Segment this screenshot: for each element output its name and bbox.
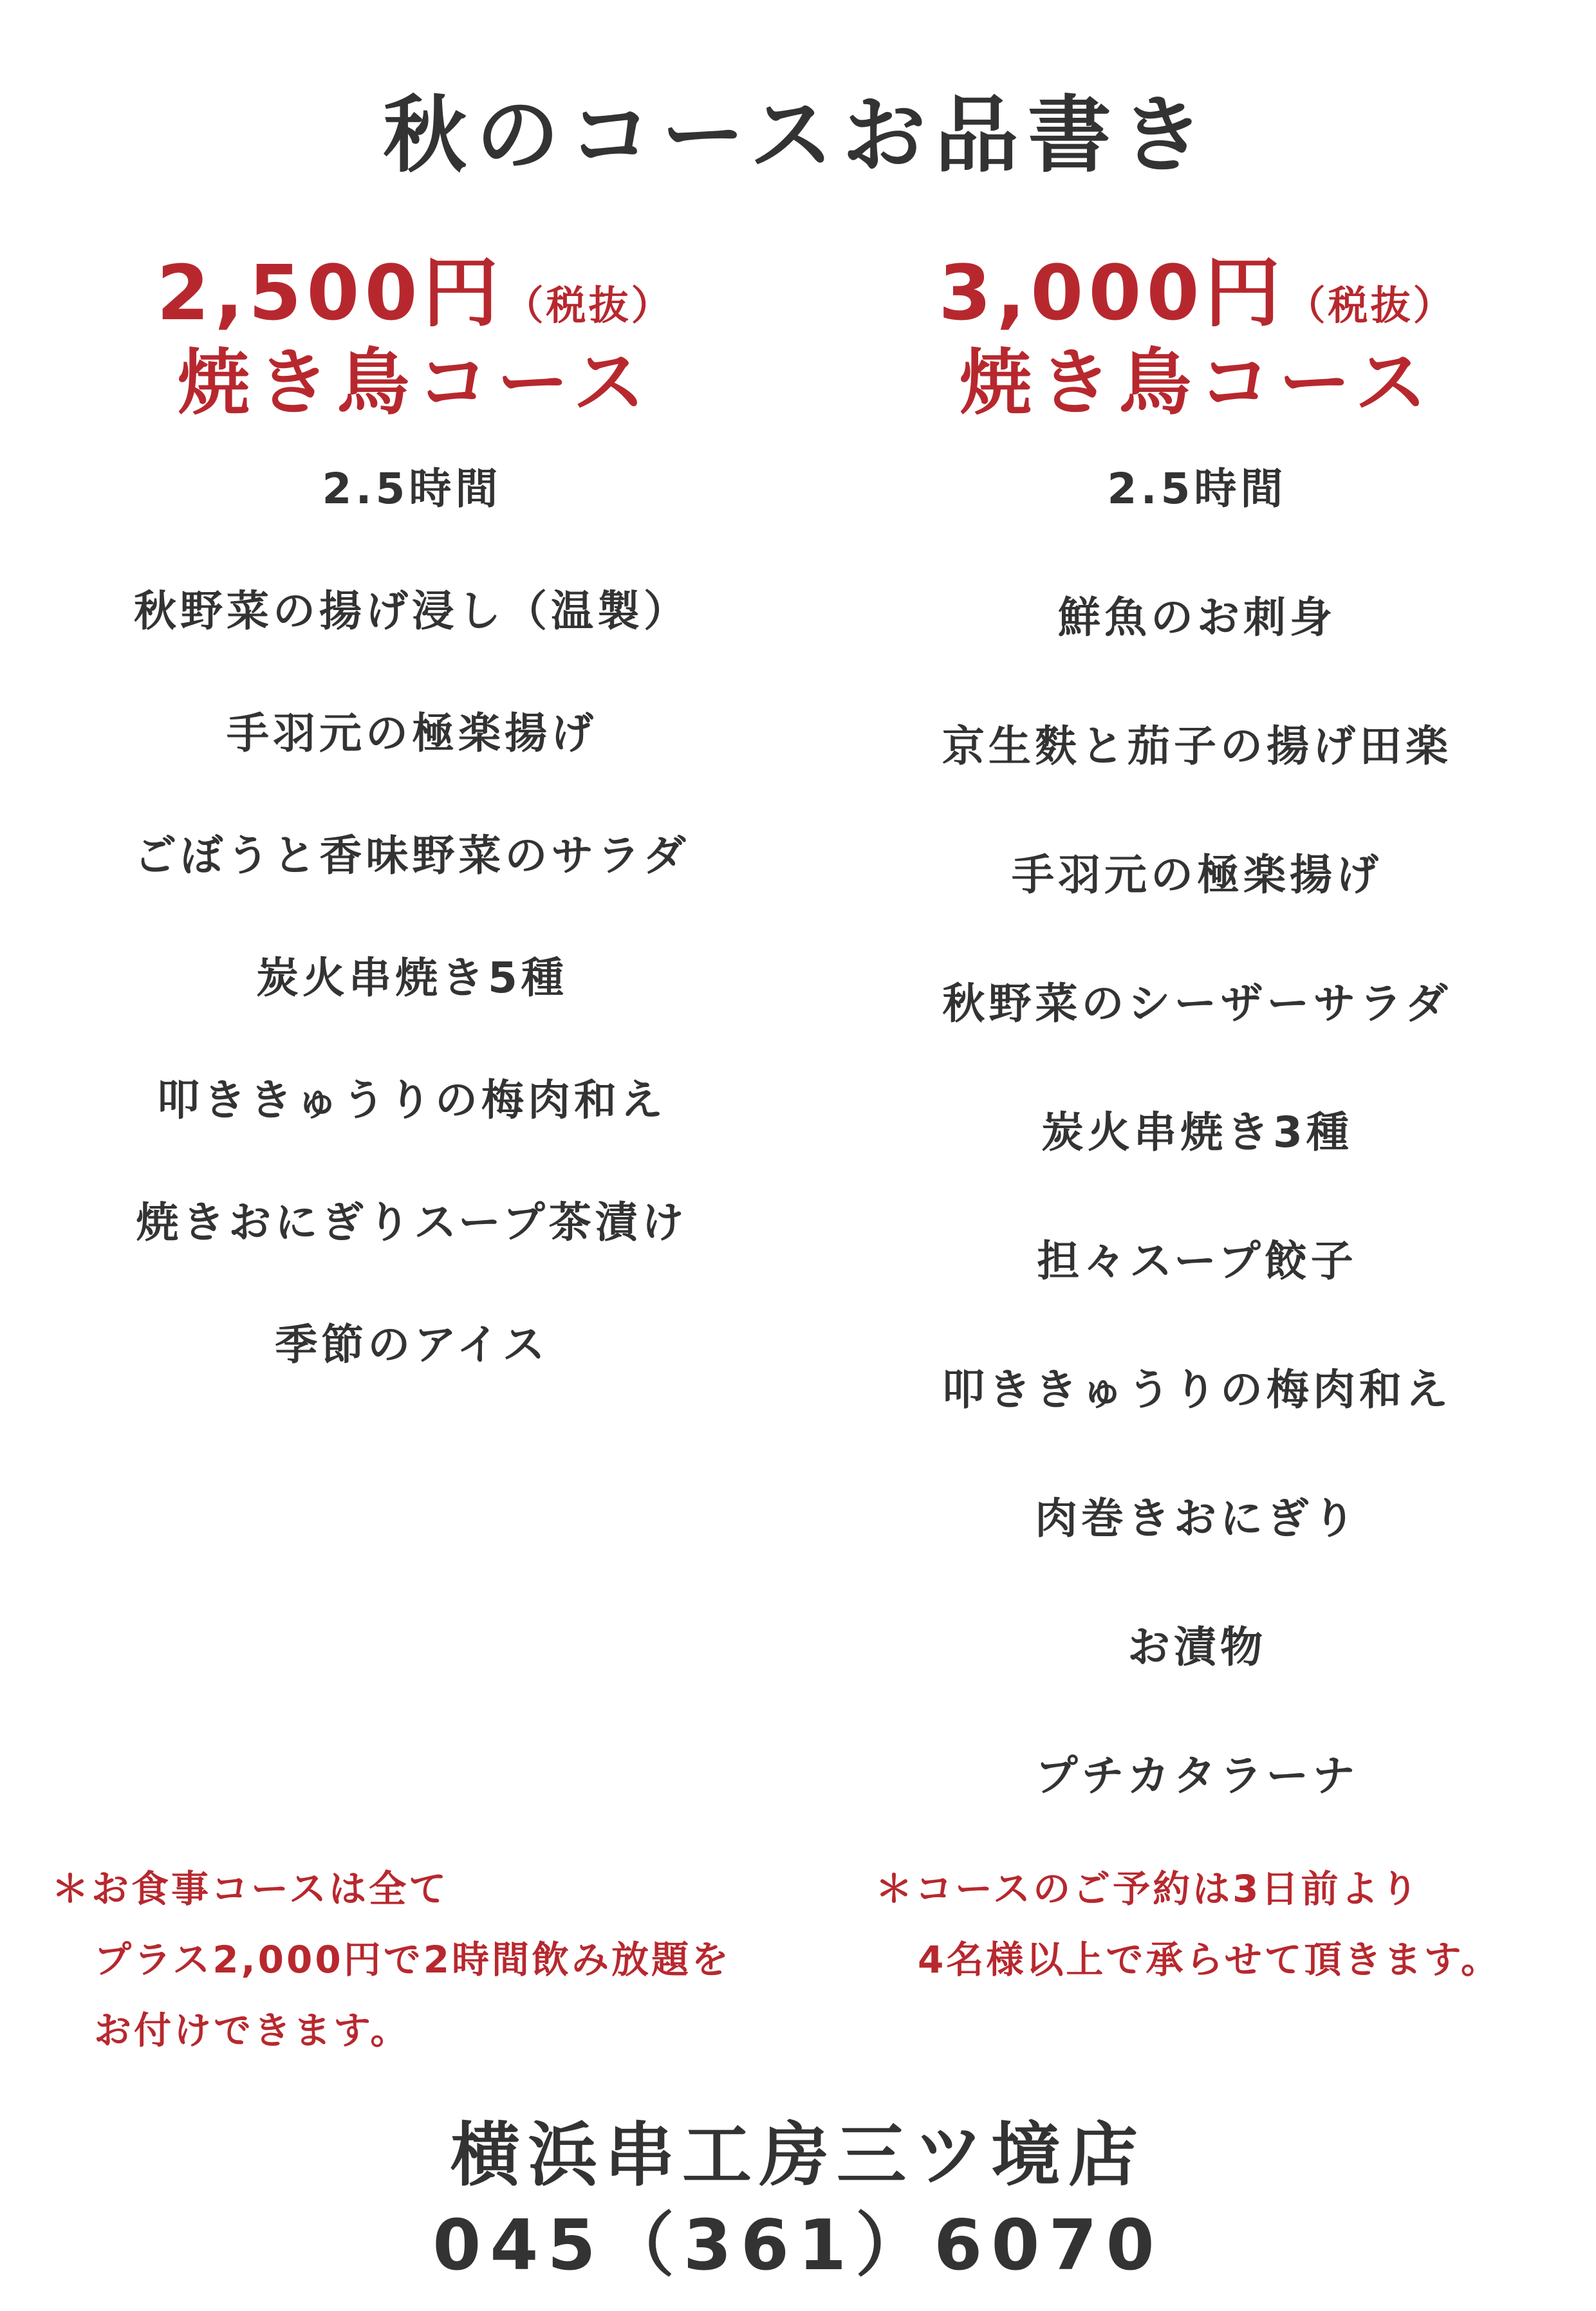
menu-item: 焼きおにぎりスープ茶漬け [136,1198,688,1247]
menu-item: 炭火串焼き5種 [256,953,568,1003]
menu-item: 叩ききゅうりの梅肉和え [157,1075,667,1125]
note-line: ＊お食事コースは全て [51,1867,449,1911]
duration: 2.5時間 [1107,464,1287,514]
menu-item: プチカタラーナ [1035,1751,1359,1801]
menu-item: 秋野菜の揚げ浸し（温製） [134,586,690,636]
course-header-3000 [798,245,1596,425]
course-header-2500 [0,245,830,425]
note-line: ＊コースのご予約は3日前より [875,1867,1421,1911]
note-line: 4名様以上で承らせて頂きます。 [918,1938,1501,1982]
menu-title: 秋のコースお品書き [383,86,1213,184]
course-name: 焼き鳥コース [177,341,653,425]
menu-item: 肉巻きおにぎり [1035,1494,1359,1543]
course-price: 3,000円 [938,248,1286,337]
course-name: 焼き鳥コース [959,341,1435,425]
menu-item: お漬物 [1127,1622,1267,1672]
drink-plan-note [51,1853,731,2066]
shop-phone: 045（361）6070 [432,2205,1164,2286]
note-line: お付けできます。 [94,2009,411,2052]
menu-item: 手羽元の極楽揚げ [227,709,597,758]
menu-item: 季節のアイス [275,1320,549,1369]
menu-item: 手羽元の極楽揚げ [1012,850,1382,900]
menu-item: 炭火串焼き3種 [1041,1108,1353,1157]
note-line: プラス2,000円で2時間飲み放題を [94,1938,732,1982]
menu-item: 秋野菜のシーザーサラダ [942,979,1452,1028]
duration: 2.5時間 [322,464,502,514]
menu-item: 京生麩と茄子の揚げ田楽 [942,721,1452,771]
tax-note: （税抜） [503,282,674,329]
course-items-2500 [0,450,824,1429]
course-items-3000 [798,450,1596,1866]
menu-item: 鮮魚のお刺身 [1058,593,1336,642]
course-price-line [0,245,830,341]
menu-item: 担々スープ餃子 [1037,1236,1357,1286]
shop-info [0,2111,1596,2291]
menu-item: 叩ききゅうりの梅肉和え [942,1365,1452,1415]
menu-item: ごぼうと香味野菜のサラダ [134,831,690,880]
course-price: 2,500円 [156,248,504,337]
course-price-line [798,245,1596,341]
tax-note: （税抜） [1285,282,1456,329]
reservation-note [875,1853,1501,1995]
shop-name: 横浜串工房三ツ境店 [450,2115,1146,2196]
